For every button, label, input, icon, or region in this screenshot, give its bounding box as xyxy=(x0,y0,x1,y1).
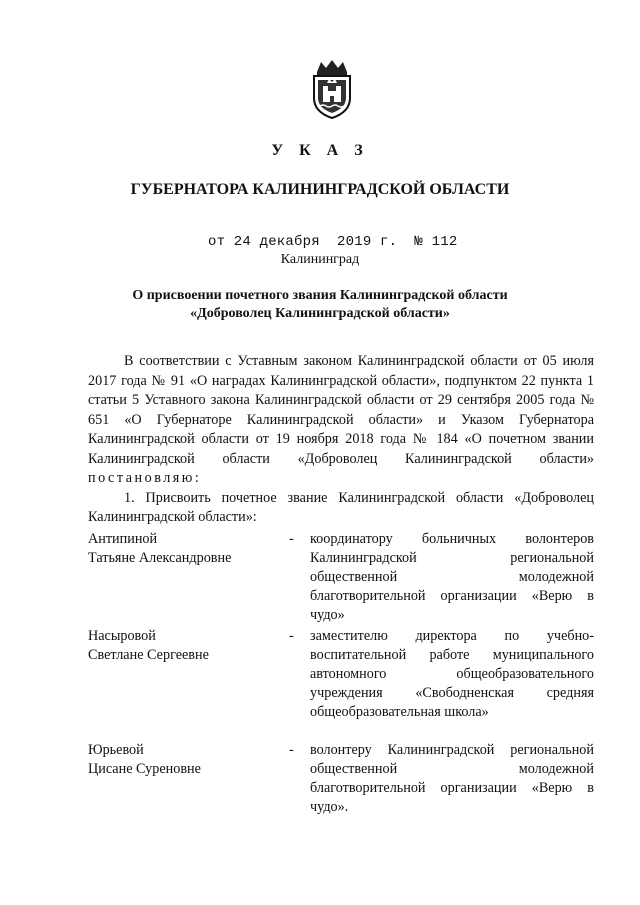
recipient-description: координатору больничных волонтеров Калининградской региональной общественной молодежной благотворительной организации «Верю в чудо» xyxy=(310,531,594,623)
body-paragraph-2: 1. Присвоить почетное звание Калининградской области «Доброволец Калининградской области»: xyxy=(88,489,594,525)
subject-line-2: «Доброволец Калининградской области» xyxy=(190,306,450,321)
decree-keyword: постановляю: xyxy=(88,470,202,486)
coat-of-arms-icon xyxy=(309,58,355,120)
issuer-title: ГУБЕРНАТОРА КАЛИНИНГРАДСКОЙ ОБЛАСТИ xyxy=(130,181,510,198)
document-type-title: У К А З xyxy=(271,142,369,159)
recipient-description: заместителю директора по учебно-воспитательной работе муниципального автономного общеобразовательного учреждения «Свободненская средняя общеобразовательная школа» xyxy=(310,628,594,720)
body-paragraph-1 xyxy=(88,352,594,489)
recipient-dash: - xyxy=(289,531,294,547)
paragraph-1-text: В соответствии с Уставным законом Калининградской области от 05 июля 2017 года № 91 «О наградах Калининградской области», подпунктом 22 пункта 1 статьи 5 Уставного закона Калининградской области от 29 сентября 2005 года № 651 «О Губернаторе Калининградской области» и Указом Губернатора Калининградской области от 19 ноября 2018 года № 184 «О почетном звании Калининградской области «Доброволец Калининградской области» xyxy=(88,353,594,467)
recipient-name: Антипиной Татьяне Александровне xyxy=(88,531,232,566)
document-city: Калининград xyxy=(280,252,360,267)
recipient-dash: - xyxy=(289,742,294,758)
document-date-number: от 24 декабря 2019 г. № 112 xyxy=(208,234,458,250)
subject-line-1: О присвоении почетного звания Калининградской области xyxy=(132,288,508,303)
recipient-name: Юрьевой Цисане Суреновне xyxy=(88,742,201,777)
recipient-dash: - xyxy=(289,628,294,644)
recipient-description: волонтеру Калининградской региональной общественной молодежной благотворительной организации «Верю в чудо». xyxy=(310,742,594,815)
document-body xyxy=(88,352,594,528)
recipient-name: Насыровой Светлане Сергеевне xyxy=(88,628,209,663)
document-subject xyxy=(0,287,640,323)
